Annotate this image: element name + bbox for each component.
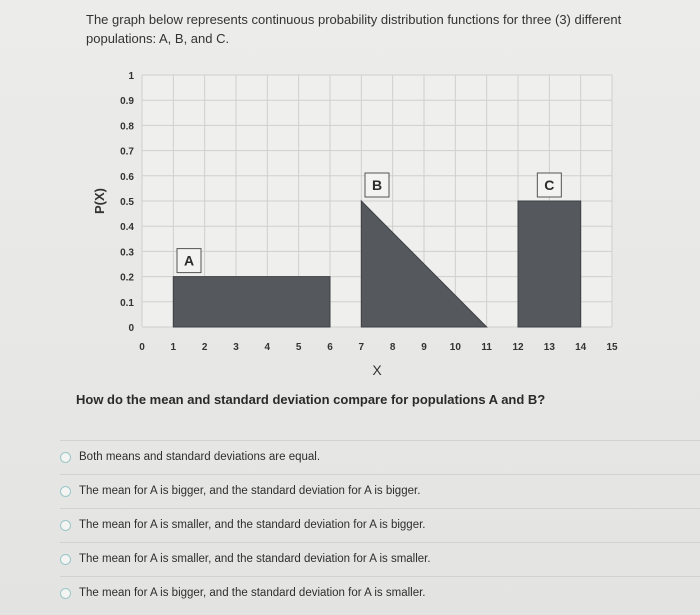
x-tick-label: 15	[606, 342, 618, 353]
series-c-label: C	[544, 177, 555, 193]
question-prompt: How do the mean and standard deviation compare for populations A and B?	[76, 392, 546, 407]
x-tick-label: 9	[421, 342, 427, 353]
y-tick-label: 0.2	[120, 272, 134, 284]
x-tick-label: 10	[449, 342, 461, 353]
radio-icon[interactable]	[60, 554, 71, 565]
series-a-label: A	[183, 252, 195, 269]
y-tick-label: 0.7	[120, 146, 134, 158]
y-tick-label: 0.8	[120, 121, 134, 133]
radio-icon[interactable]	[60, 520, 71, 531]
x-tick-label: 11	[481, 342, 492, 353]
y-tick-label: 0	[128, 323, 134, 334]
answer-option-label: The mean for A is smaller, and the standard deviation for A is bigger.	[79, 519, 426, 531]
answer-option-label: The mean for A is smaller, and the standard deviation for A is smaller.	[79, 553, 431, 565]
x-tick-label: 1	[170, 342, 177, 353]
answer-option-4[interactable]	[60, 542, 700, 575]
x-tick-label: 14	[575, 342, 587, 353]
x-tick-label: 6	[327, 342, 333, 353]
x-tick-label: 12	[512, 342, 524, 353]
x-tick-label: 8	[389, 342, 396, 353]
series-b-label: B	[371, 177, 383, 193]
series-c-area	[518, 201, 581, 327]
radio-icon[interactable]	[60, 588, 71, 599]
x-tick-label: 3	[233, 342, 239, 353]
answer-option-label: The mean for A is bigger, and the standard deviation for A is bigger.	[79, 485, 421, 497]
y-tick-label: 0.9	[120, 96, 134, 108]
question-text: The graph below represents continuous probability distribution functions for three (3) different populations: A, B, and C.	[86, 12, 622, 46]
y-axis-label: P(X)	[92, 188, 107, 214]
y-tick-label: 0.6	[120, 171, 134, 183]
answer-option-2[interactable]	[60, 474, 700, 507]
y-tick-label: 0.3	[120, 247, 134, 259]
y-tick-label: 0.5	[120, 197, 134, 208]
answer-option-label: The mean for A is bigger, and the standard deviation for A is smaller.	[79, 587, 426, 599]
y-tick-label: 0.4	[120, 222, 134, 234]
x-tick-label: 7	[358, 342, 365, 353]
x-axis-label: X	[372, 362, 382, 378]
series-a-area	[173, 277, 330, 327]
x-tick-label: 2	[201, 342, 208, 353]
answer-option-5[interactable]	[60, 576, 700, 609]
y-tick-label: 1	[128, 71, 134, 82]
x-tick-label: 13	[543, 342, 555, 353]
radio-icon[interactable]	[60, 452, 71, 463]
answer-option-3[interactable]	[60, 508, 700, 541]
y-tick-label: 0.1	[120, 297, 134, 309]
x-tick-label: 5	[295, 342, 302, 353]
x-tick-label: 4	[264, 342, 271, 353]
radio-icon[interactable]	[60, 486, 71, 497]
answer-option-1[interactable]	[60, 440, 700, 473]
x-tick-label: 0	[139, 342, 145, 353]
answer-option-label: Both means and standard deviations are equal.	[79, 451, 321, 463]
